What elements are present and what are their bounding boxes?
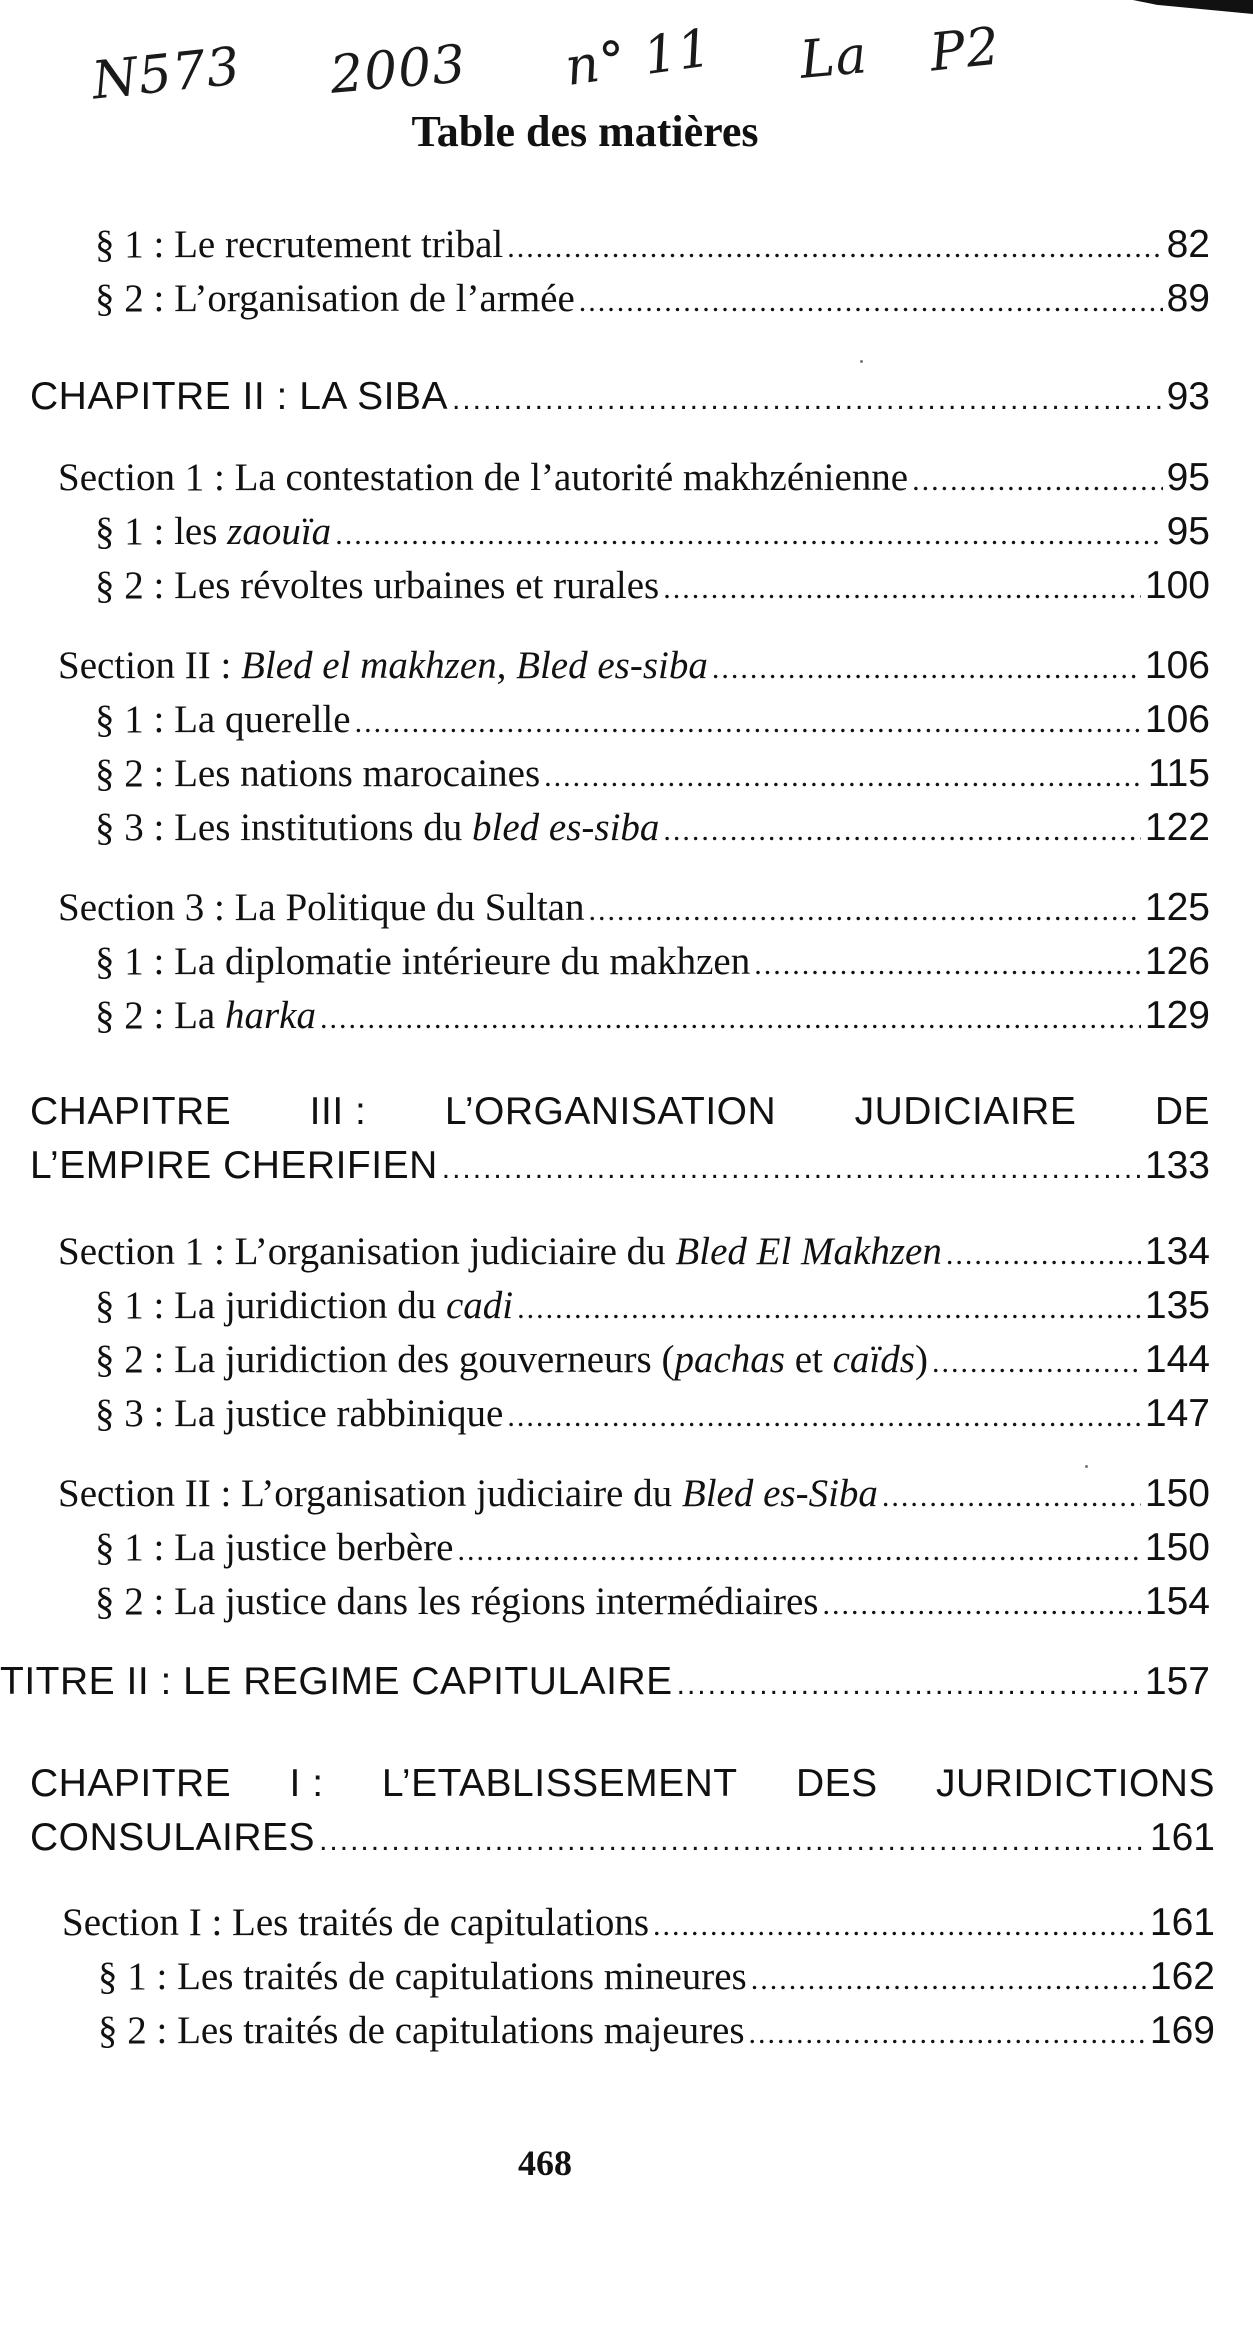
toc-page-number: 147 — [1144, 1392, 1210, 1435]
toc-entry[interactable] — [95, 805, 1210, 859]
toc-section-entry[interactable] — [58, 1229, 1210, 1283]
toc-entry-label: § 1 : La diplomatie intérieure du makhzen — [95, 940, 751, 983]
toc-entry[interactable] — [98, 2008, 1215, 2062]
toc-section-entry[interactable] — [58, 643, 1210, 697]
toc-page-number: 154 — [1144, 1580, 1210, 1623]
handwritten-note-part: La — [797, 25, 871, 91]
handwritten-note — [0, 16, 1253, 113]
page-number: 468 — [518, 2143, 572, 2183]
toc-entry-label: Section 3 : La Politique du Sultan — [58, 886, 585, 929]
toc-dot-leader — [579, 285, 1163, 319]
label-italic-text: bled es-siba — [472, 806, 660, 849]
label-text: Section II : — [58, 644, 242, 687]
label-text: Section II : L’organisation judiciaire du — [58, 1472, 682, 1515]
toc-dot-leader — [507, 231, 1162, 265]
toc-section-entry[interactable] — [62, 1900, 1215, 1954]
toc-entry-label: Section I : Les traités de capitulations — [62, 1901, 649, 1944]
label-text: § 3 : Les institutions du — [95, 806, 473, 849]
toc-page-number: 122 — [1144, 806, 1210, 849]
toc-page-number: 162 — [1149, 1955, 1215, 1998]
label-text: et — [784, 1338, 833, 1381]
toc-page-number: 133 — [1144, 1144, 1210, 1187]
scan-edge-mark — [1133, 0, 1253, 14]
toc-entry-label — [95, 805, 659, 850]
toc-chapter-entry[interactable] — [30, 1144, 1210, 1198]
toc-entry-label: § 2 : Les révoltes urbaines et rurales — [95, 564, 660, 607]
toc-chapter-heading-line[interactable] — [30, 1090, 1210, 1134]
toc-entry-label: CHAPITRE II : LA SIBA — [30, 375, 448, 418]
toc-dot-leader — [822, 1588, 1140, 1622]
toc-entry[interactable] — [95, 993, 1210, 1047]
toc-title-entry[interactable] — [0, 1660, 1210, 1714]
toc-entry[interactable] — [95, 509, 1210, 563]
scan-speck — [1085, 1465, 1088, 1468]
toc-entry[interactable] — [95, 1337, 1210, 1391]
toc-entry-label — [58, 643, 708, 688]
toc-entry-label — [95, 509, 331, 554]
chapter-word: DES — [795, 1762, 878, 1805]
label-italic-text: Bled El Makhzen — [675, 1230, 942, 1273]
toc-entry-label: Section 1 : La contestation de l’autorité makhzénienne — [58, 456, 909, 499]
label-italic-text: Bled el makhzen, Bled es-siba — [241, 644, 708, 687]
toc-dot-leader — [452, 383, 1163, 417]
toc-entry-label: § 2 : L’organisation de l’armée — [95, 277, 575, 320]
chapter-word: I : — [289, 1762, 324, 1805]
toc-dot-leader — [653, 1909, 1146, 1943]
toc-page-number: 144 — [1144, 1338, 1210, 1381]
toc-dot-leader — [320, 1002, 1141, 1036]
toc-section-entry[interactable] — [58, 885, 1210, 939]
toc-dot-leader — [946, 1238, 1141, 1272]
toc-entry[interactable] — [95, 939, 1210, 993]
label-text: § 2 : La — [95, 994, 225, 1037]
toc-dot-leader — [663, 572, 1141, 606]
label-italic-text: cadi — [445, 1284, 514, 1327]
toc-dot-leader — [544, 760, 1144, 794]
scan-speck — [860, 360, 863, 363]
toc-dot-leader — [442, 1152, 1141, 1186]
toc-dot-leader — [751, 1963, 1146, 1997]
toc-dot-leader — [677, 1668, 1141, 1702]
toc-page-number: 134 — [1144, 1230, 1210, 1273]
toc-entry[interactable] — [95, 1579, 1210, 1633]
toc-page-number: 82 — [1166, 223, 1210, 266]
toc-page-number: 115 — [1147, 752, 1210, 795]
toc-entry-label: § 1 : La justice berbère — [95, 1526, 454, 1569]
chapter-word: CHAPITRE — [30, 1090, 232, 1133]
toc-page-number: 93 — [1166, 375, 1210, 418]
label-italic-text: caïds — [832, 1338, 915, 1381]
toc-page-number: 106 — [1144, 644, 1210, 687]
toc-page-number: 150 — [1144, 1526, 1210, 1569]
toc-page-number: 169 — [1149, 2009, 1215, 2052]
toc-chapter-entry[interactable] — [30, 375, 1210, 429]
toc-section-entry[interactable] — [58, 455, 1210, 509]
label-text: § 2 : La juridiction des gouverneurs ( — [95, 1338, 675, 1381]
toc-dot-leader — [335, 518, 1162, 552]
label-italic-text: pachas — [674, 1338, 785, 1381]
toc-entry[interactable] — [95, 563, 1210, 617]
label-text: Section 1 : L’organisation judiciaire du — [58, 1230, 676, 1273]
toc-page-number: 95 — [1166, 510, 1210, 553]
toc-entry-label: L’EMPIRE CHERIFIEN — [30, 1144, 438, 1187]
label-text: ) — [914, 1338, 928, 1381]
toc-dot-leader — [882, 1480, 1141, 1514]
label-italic-text: zaouïa — [227, 510, 332, 553]
chapter-word: CHAPITRE — [30, 1762, 232, 1805]
toc-dot-leader — [507, 1400, 1141, 1434]
toc-entry-label: TITRE II : LE REGIME CAPITULAIRE — [0, 1660, 673, 1703]
toc-dot-leader — [517, 1292, 1141, 1326]
toc-page-number: 135 — [1144, 1284, 1210, 1327]
toc-dot-leader — [749, 2017, 1146, 2051]
toc-entry-label: § 3 : La justice rabbinique — [95, 1392, 504, 1435]
label-text: § 1 : les — [95, 510, 228, 553]
toc-page-number: 161 — [1149, 1901, 1215, 1944]
toc-entry[interactable] — [95, 1283, 1210, 1337]
toc-page-number: 100 — [1144, 564, 1210, 607]
toc-dot-leader — [588, 894, 1140, 928]
toc-entry-label: § 2 : Les nations marocaines — [95, 752, 541, 795]
toc-entry-label: CONSULAIRES — [30, 1816, 316, 1859]
toc-entry-label: § 1 : La querelle — [95, 698, 351, 741]
toc-entry[interactable] — [95, 276, 1210, 330]
toc-chapter-entry[interactable] — [30, 1816, 1215, 1870]
toc-dot-leader — [932, 1346, 1141, 1380]
toc-entry[interactable] — [95, 1391, 1210, 1445]
toc-dot-leader — [457, 1534, 1140, 1568]
label-italic-text: harka — [224, 994, 316, 1037]
chapter-word: L’ORGANISATION — [444, 1090, 777, 1133]
toc-dot-leader — [663, 814, 1141, 848]
toc-entry-label — [58, 1471, 878, 1516]
label-text: § 1 : La juridiction du — [95, 1284, 446, 1327]
toc-page-number: 157 — [1144, 1660, 1210, 1703]
toc-page-number: 129 — [1144, 994, 1210, 1037]
chapter-word: JUDICIAIRE — [854, 1090, 1077, 1133]
toc-entry-label — [58, 1229, 942, 1274]
toc-entry-label: § 1 : Les traités de capitulations mineures — [98, 1955, 747, 1998]
page-title: Table des matières — [411, 107, 759, 156]
chapter-word: DE — [1154, 1090, 1210, 1133]
toc-entry-label: § 1 : Le recrutement tribal — [95, 223, 504, 266]
toc-dot-leader — [912, 464, 1162, 498]
toc-entry[interactable] — [95, 1525, 1210, 1579]
toc-page-number: 125 — [1144, 886, 1210, 929]
handwritten-note-part: P2 — [927, 16, 1004, 84]
toc-section-entry[interactable] — [58, 1471, 1210, 1525]
toc-page-number: 106 — [1144, 698, 1210, 741]
chapter-word: L’ETABLISSEMENT — [381, 1762, 738, 1805]
toc-dot-leader — [319, 1824, 1146, 1858]
toc-entry-label: § 2 : La justice dans les régions intermédiaires — [95, 1580, 819, 1623]
toc-dot-leader — [355, 706, 1141, 740]
toc-chapter-heading-line[interactable] — [30, 1762, 1215, 1806]
toc-entry[interactable] — [95, 222, 1210, 276]
toc-page-number: 161 — [1149, 1816, 1215, 1859]
toc-entry-label: § 2 : Les traités de capitulations majeures — [98, 2009, 745, 2052]
toc-dot-leader — [712, 652, 1141, 686]
toc-entry[interactable] — [95, 697, 1210, 751]
chapter-word: III : — [309, 1090, 367, 1133]
toc-dot-leader — [754, 948, 1141, 982]
toc-entry-label — [95, 1337, 928, 1382]
chapter-word: JURIDICTIONS — [935, 1762, 1215, 1805]
toc-page-number: 89 — [1166, 277, 1210, 320]
toc-entry-label — [95, 993, 316, 1038]
handwritten-note-part: n° 11 — [561, 18, 716, 98]
toc-page-number: 150 — [1144, 1472, 1210, 1515]
toc-entry[interactable] — [98, 1954, 1215, 2008]
handwritten-note-part: 2003 — [327, 34, 469, 106]
toc-page-number: 126 — [1144, 940, 1210, 983]
toc-page-number: 95 — [1166, 456, 1210, 499]
handwritten-note-part: N573 — [89, 36, 244, 112]
toc-entry-label — [95, 1283, 513, 1328]
label-italic-text: Bled es-Siba — [681, 1472, 878, 1515]
toc-entry[interactable] — [95, 751, 1210, 805]
